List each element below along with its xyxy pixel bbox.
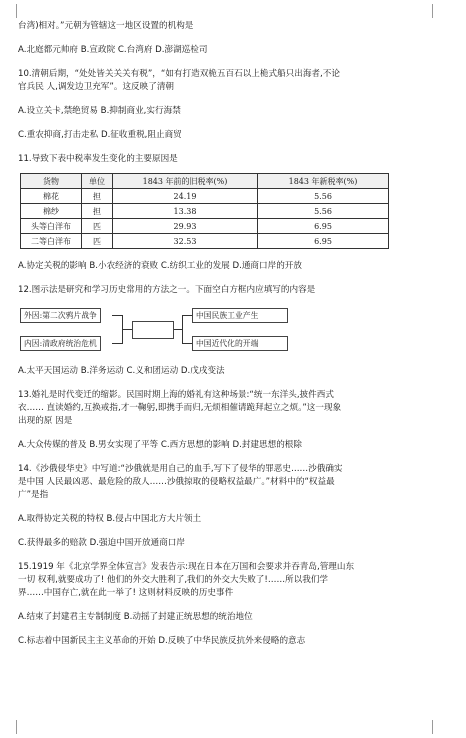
- connector-line: [122, 329, 132, 330]
- q14-stem-line2: 是中国 人民最凶恶、最危险的敌人……沙俄掠取的侵略权益最广。”材料中的“权益最: [18, 477, 335, 487]
- cell-goods: 二等白洋布: [21, 234, 82, 249]
- cell-new-rate: 6.95: [258, 219, 389, 234]
- q13-stem-line1: 13.婚礼是时代变迁的缩影。民国时期上海的婚礼有这种场景:“统一东洋头,披件西式: [18, 390, 334, 400]
- table-header-row: [21, 174, 389, 189]
- col-header-old-rate: 1843 年前的旧税率(%): [113, 174, 258, 189]
- table-row: [21, 219, 389, 234]
- cell-new-rate: 5.56: [258, 189, 389, 204]
- cell-unit: 担: [82, 204, 113, 219]
- crop-mark-top-left: [6, 4, 17, 18]
- q11-options: A.协定关税的影响 B.小农经济的衰败 C.纺织工业的发展 D.通商口岸的开放: [18, 261, 302, 271]
- table-row: [21, 189, 389, 204]
- diagram-blank-box: [132, 321, 174, 339]
- cell-new-rate: 5.56: [258, 204, 389, 219]
- cell-goods: 棉纱: [21, 204, 82, 219]
- crop-mark-top-right: [432, 4, 443, 18]
- q9-options: A.北庭都元帅府 B.宣政院 C.台湾府 D.澎湖巡检司: [18, 45, 208, 55]
- q15-stem-line1: 15.1919 年《北京学界全体宣言》发表告示:现在日本在万国和会要求并吞青岛,管理山东: [18, 562, 355, 572]
- q9-stem-tail: 台湾)相对。”元朝为管辖这一地区设置的机构是: [18, 21, 194, 31]
- q10-stem-line2: 官兵民 人,调发边卫充军”。这反映了清朝: [18, 82, 175, 92]
- col-header-goods: 货物: [21, 174, 82, 189]
- q14-options-ab: A.取得协定关税的特权 B.侵占中国北方大片领土: [18, 514, 202, 524]
- q12-options: A.太平天国运动 B.洋务运动 C.义和团运动 D.戊戌变法: [18, 366, 225, 376]
- table-row: [21, 204, 389, 219]
- q14-stem-line1: 14.《沙俄侵华史》中写道:“沙俄就是用自己的血手,写下了侵华的罪恶史……沙俄确实: [18, 464, 343, 474]
- crop-mark-bottom-right: [432, 720, 443, 734]
- col-header-unit: 单位: [82, 174, 113, 189]
- diagram-box-national-industry: 中国民族工业产生: [192, 308, 288, 323]
- diagram-box-external-cause: 外因:第二次鸦片战争: [20, 308, 101, 323]
- q13-stem-line3: 出现的原 因是: [18, 416, 73, 426]
- q15-options-ab: A.结束了封建君主专制制度 B.动摇了封建正统思想的统治地位: [18, 612, 253, 622]
- cell-old-rate: 29.93: [113, 219, 258, 234]
- table-row: [21, 234, 389, 249]
- q10-stem-line1: 10.清朝后期，“处处皆关关关有税”，“如有打造双桅五百石以上桅式船只出海者,不论: [18, 69, 340, 79]
- crop-mark-bottom-left: [6, 720, 17, 734]
- connector-line: [174, 329, 182, 330]
- col-header-new-rate: 1843 年新税率(%): [258, 174, 389, 189]
- connector-line: [182, 343, 192, 344]
- connector-line: [112, 343, 122, 344]
- cell-goods: 棉花: [21, 189, 82, 204]
- cell-unit: 担: [82, 189, 113, 204]
- cell-goods: 头等白洋布: [21, 219, 82, 234]
- q13-options: A.大众传媒的普及 B.男女实现了平等 C.西方思想的影响 D.封建思想的根除: [18, 440, 302, 450]
- tax-rate-table: [20, 173, 389, 249]
- q10-options-ab: A.设立关卡,禁绝贸易 B.抑制商业,实行海禁: [18, 106, 181, 116]
- causes-effects-diagram: [18, 306, 444, 358]
- diagram-box-modernization-start: 中国近代化的开端: [192, 336, 288, 351]
- cell-unit: 匹: [82, 234, 113, 249]
- diagram-box-internal-cause: 内因:清政府统治危机: [20, 336, 101, 351]
- q14-stem-line3: 广”是指: [18, 490, 49, 500]
- connector-line: [182, 315, 183, 344]
- q15-options-cd: C.标志着中国新民主主义革命的开始 D.反映了中华民族反抗外来侵略的意志: [18, 636, 306, 646]
- q13-stem-line2: 衣…… 直读婚约,互换戒指,才一鞠躬,即携手而归,无烦相催请跪拜起立之烦。”这一现象: [18, 403, 342, 413]
- cell-unit: 匹: [82, 219, 113, 234]
- cell-old-rate: 32.53: [113, 234, 258, 249]
- q11-stem: 11.导致下表中税率发生变化的主要原因是: [18, 154, 178, 164]
- q10-options-cd: C.重农抑商,打击走私 D.征收重税,阻止商贸: [18, 130, 182, 140]
- cell-new-rate: 6.95: [258, 234, 389, 249]
- cell-old-rate: 13.38: [113, 204, 258, 219]
- cell-old-rate: 24.19: [113, 189, 258, 204]
- q14-options-cd: C.获得最多的赔款 D.强迫中国开放通商口岸: [18, 538, 185, 548]
- q15-stem-line3: 界……中国存亡,就在此一举了! 这则材料反映的历史事件: [18, 588, 234, 598]
- q12-stem: 12.图示法是研究和学习历史常用的方法之一。下面空白方框内应填写的内容是: [18, 285, 316, 295]
- document-body: [18, 20, 444, 648]
- q15-stem-line2: 一切 权利,就要成功了! 他们的外交大胜利了,我们的外交大失败了!……所以我们学: [18, 575, 329, 585]
- connector-line: [182, 315, 192, 316]
- connector-line: [112, 315, 122, 316]
